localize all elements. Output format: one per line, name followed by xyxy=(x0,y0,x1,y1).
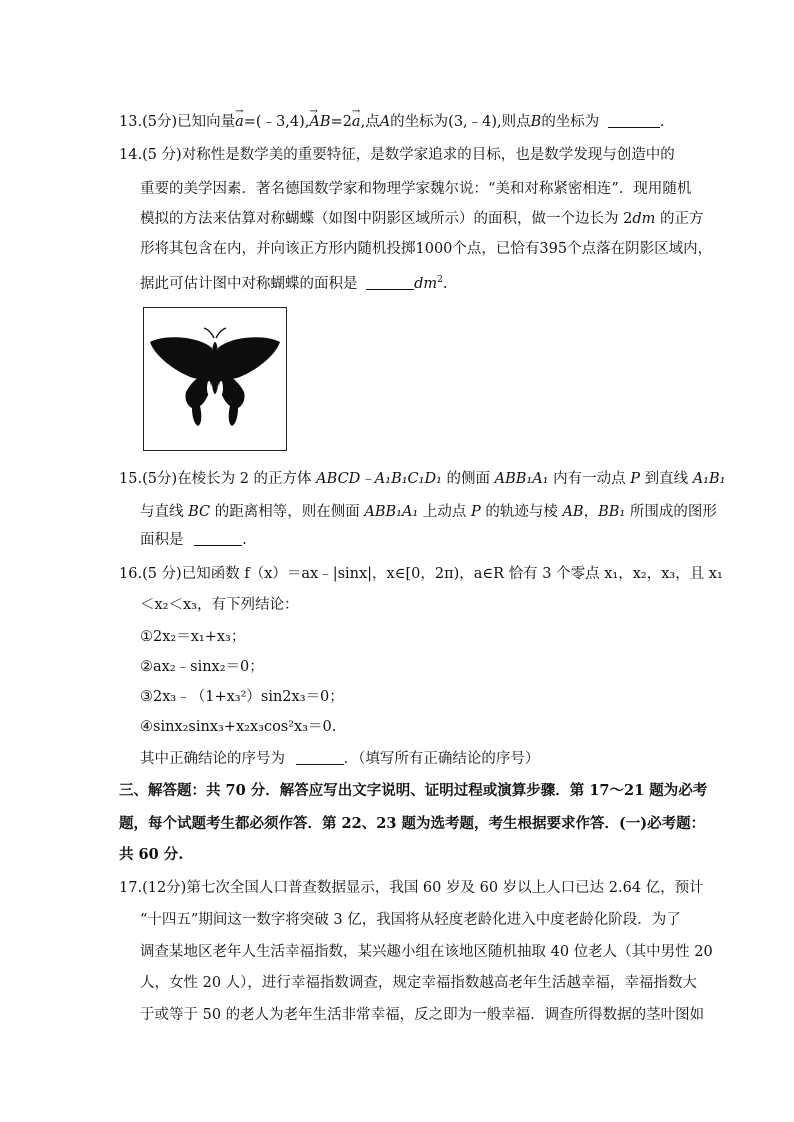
q14-line-2 xyxy=(140,180,691,198)
q16-text: ＜x₂＜x₃，有下列结论： xyxy=(140,597,299,613)
q17-text: “十四五”期间这一数字将突破 3 亿，我国将从轻度老龄化进入中度老龄化阶段．为了 xyxy=(140,912,681,928)
vector-a: → a xyxy=(352,113,361,131)
q13-line xyxy=(119,113,665,131)
q15-text: 所围成的图形 xyxy=(625,504,717,520)
q14-text: 形将其包含在内，并向该正方形内随机投掷1000个点，已恰有395个点落在阴影区域内， xyxy=(140,241,713,257)
edge-AB: AB xyxy=(562,504,584,520)
q16-line-2 xyxy=(140,596,298,614)
q17-line-4 xyxy=(140,974,697,992)
q16-number: 16. xyxy=(119,566,143,582)
q13-text: =2 xyxy=(330,114,352,130)
q15-text: ， xyxy=(583,504,599,520)
q13-end: . xyxy=(659,114,665,130)
q14-score: (5 分) xyxy=(142,147,182,163)
q17-text: 第七次全国人口普查数据显示，我国 60 岁及 60 岁以上人口已达 2.64 亿，预计 xyxy=(186,880,704,896)
q13-text: 已知向量 xyxy=(177,114,236,130)
point-P: P xyxy=(630,471,640,487)
q16-line-1 xyxy=(119,565,723,583)
section-3-text: 题，每个试题考生都必须作答．第 22、23 题为选考题，考生根据要求作答．(一)必考题： xyxy=(119,815,706,832)
q15-text: 上动点 xyxy=(418,504,471,520)
q16-conclusion: ④sinx₂sinx₃+x₂x₃cos²x₃＝0. xyxy=(140,719,337,735)
answer-blank[interactable] xyxy=(366,275,414,290)
q15-line-1 xyxy=(119,470,725,488)
butterfly-figure xyxy=(143,307,287,451)
q14-text: 模拟的方法来估算对称蝴蝶（如图中阴影区域所示）的面积，做一个边长为 2 xyxy=(140,211,633,227)
unit-dm2: dm xyxy=(414,276,438,292)
q15-text: 到直线 xyxy=(639,471,693,487)
q16-text: ．（填写所有正确结论的序号） xyxy=(343,751,540,767)
q15-text: 的轨迹与棱 xyxy=(480,504,563,520)
q15-text: 的侧面 xyxy=(441,471,495,487)
line-A1B1: A₁B₁ xyxy=(692,471,726,487)
q15-number: 15. xyxy=(119,471,143,487)
q17-line-5 xyxy=(140,1006,704,1024)
q13-number: 13. xyxy=(119,114,143,130)
section-3-line-2 xyxy=(119,815,705,833)
q16-text: 其中正确结论的序号为 xyxy=(140,751,285,767)
q15-text: 内有一动点 xyxy=(548,471,631,487)
q14-end: . xyxy=(442,276,448,292)
q14-text: 重要的美学因素．著名德国数学家和物理学家魏尔说：“美和对称紧密相连”．现用随机 xyxy=(140,181,692,197)
q16-score: (5 分) xyxy=(142,566,182,582)
q16-text: 已知函数 f（x）＝ax﹣|sinx|，x∈[0，2π)，a∈R 恰有 3 个零点 x₁，x₂，x₃，且 x₁ xyxy=(181,566,723,582)
butterfly-icon xyxy=(144,308,286,450)
q14-line-1 xyxy=(119,146,675,164)
q17-line-1 xyxy=(119,879,704,897)
face-label: ABB₁A₁ xyxy=(364,504,419,520)
q17-text: 于或等于 50 的老人为老年生活非常幸福，反之即为一般幸福．调查所得数据的茎叶图如 xyxy=(140,1007,705,1023)
point-A: A xyxy=(379,114,391,130)
q16-line-7 xyxy=(140,750,539,768)
q16-option-4 xyxy=(140,718,336,736)
q17-line-3 xyxy=(140,943,713,961)
q13-score: (5分) xyxy=(142,114,178,130)
q14-line-5 xyxy=(140,271,448,293)
q13-text: 的坐标为(3,﹣4),则点 xyxy=(390,114,531,130)
q17-score: (12分) xyxy=(142,880,187,896)
section-3-header xyxy=(119,782,707,800)
q14-line-3 xyxy=(140,210,704,228)
q14-number: 14. xyxy=(119,147,143,163)
q15-end: . xyxy=(242,532,247,548)
vector-AB: → AB xyxy=(309,113,330,131)
q15-text: 在棱长为 2 的正方体 xyxy=(177,471,317,487)
q15-text: 与直线 xyxy=(140,504,189,520)
q15-text: 的距离相等，则在侧面 xyxy=(210,504,365,520)
point-B: B xyxy=(530,114,542,130)
q16-option-1 xyxy=(140,628,245,646)
unit-dm: dm xyxy=(632,211,656,227)
q14-text: 据此可估计图中对称蝴蝶的面积是 xyxy=(140,276,358,292)
q16-conclusion: ②ax₂﹣sinx₂＝0； xyxy=(140,659,264,675)
q17-text: 人，女性 20 人），进行幸福指数调查，规定幸福指数越高老年生活越幸福，幸福指数大 xyxy=(140,975,697,991)
q15-line-2 xyxy=(140,503,717,521)
q13-text: =(﹣3,4), xyxy=(243,114,310,130)
line-BC: BC xyxy=(188,504,211,520)
q13-text: ,点 xyxy=(360,114,380,130)
section-3-text: 三、解答题：共 70 分．解答应写出文字说明、证明过程或演算步骤．第 17～21 题为必考 xyxy=(119,782,708,799)
face-label: ABB₁A₁ xyxy=(494,471,549,487)
q15-line-3 xyxy=(140,531,247,549)
answer-blank[interactable] xyxy=(194,531,242,546)
q14-line-4 xyxy=(140,240,712,258)
answer-blank[interactable] xyxy=(608,113,660,128)
q14-text: 对称性是数学美的重要特征，是数学家追求的目标，也是数学发现与创造中的 xyxy=(181,147,675,163)
q16-conclusion: ③2x₃﹣（1+x₃²）sin2x₃＝0； xyxy=(140,689,344,705)
cube-label: ABCD﹣A₁B₁C₁D₁ xyxy=(316,471,442,487)
answer-blank[interactable] xyxy=(296,750,344,765)
q15-text: 面积是 xyxy=(140,532,184,548)
q14-text: 的正方 xyxy=(655,211,704,227)
q13-text: 的坐标为 xyxy=(541,114,600,130)
q16-option-3 xyxy=(140,688,344,706)
q17-line-2 xyxy=(140,911,681,929)
q16-option-2 xyxy=(140,658,264,676)
q17-text: 调查某地区老年人生活幸福指数，某兴趣小组在该地区随机抽取 40 位老人（其中男性 20 xyxy=(140,944,713,960)
section-3-text: 共 60 分. xyxy=(119,846,184,863)
edge-BB1: BB₁ xyxy=(598,504,626,520)
unit-superscript: 2 xyxy=(437,275,443,285)
q17-number: 17. xyxy=(119,880,143,896)
q16-conclusion: ①2x₂＝x₁+x₃； xyxy=(140,629,246,645)
section-3-line-3 xyxy=(119,846,183,864)
point-P: P xyxy=(470,504,481,520)
vector-a: → a xyxy=(235,113,244,131)
q15-score: (5分) xyxy=(142,471,178,487)
